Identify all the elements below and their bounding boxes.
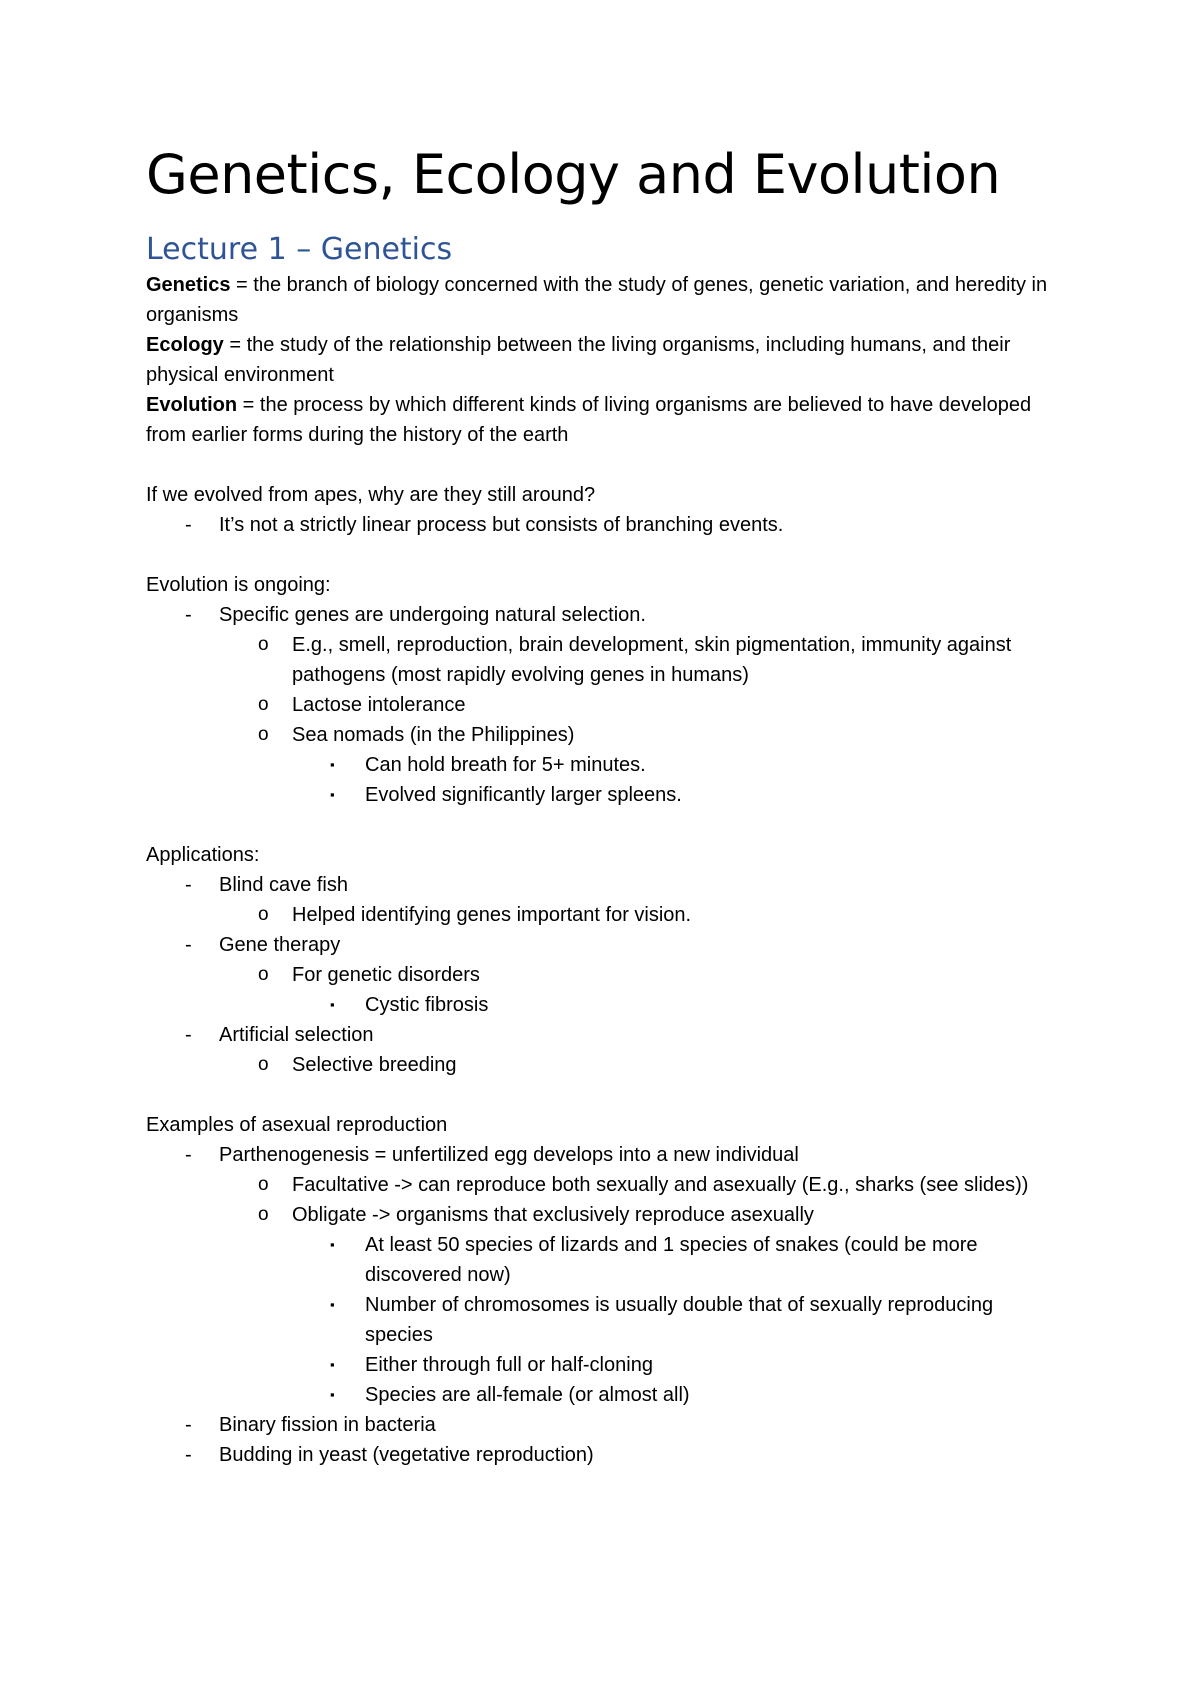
- list-item-text: Can hold breath for 5+ minutes.: [365, 754, 646, 776]
- list-item: [146, 1350, 1066, 1380]
- list-item: [146, 990, 1066, 1020]
- list-item: [146, 630, 1066, 690]
- circle-bullet: o: [258, 724, 269, 745]
- definition-evolution: [146, 390, 1066, 450]
- list-item: [146, 930, 1066, 960]
- list-item-text: Helped identifying genes important for vision.: [292, 904, 692, 926]
- circle-bullet: o: [258, 694, 269, 715]
- section-heading-apes: If we evolved from apes, why are they still around?: [146, 484, 596, 506]
- list-item: [146, 750, 1066, 780]
- definition-ecology: [146, 330, 1066, 390]
- square-bullet: ▪: [330, 1387, 335, 1402]
- lecture-heading: Lecture 1 – Genetics: [146, 232, 453, 267]
- dash-bullet: -: [185, 514, 192, 536]
- list-item-text: Facultative -> can reproduce both sexually and asexually (E.g., sharks (see slides)): [292, 1174, 1029, 1196]
- list-item-text: For genetic disorders: [292, 964, 480, 986]
- dash-bullet: -: [185, 934, 192, 956]
- list-item: [146, 510, 1066, 540]
- list-item: [146, 780, 1066, 810]
- list-item-text: Obligate -> organisms that exclusively reproduce asexually: [292, 1204, 814, 1226]
- list-item: [146, 1200, 1066, 1230]
- list-item: [146, 900, 1066, 930]
- list-item: [146, 960, 1066, 990]
- list-item-text: Specific genes are undergoing natural selection.: [219, 604, 646, 626]
- list-item-text: Binary fission in bacteria: [219, 1414, 436, 1436]
- list-item: [146, 1380, 1066, 1410]
- list-item-text: Parthenogenesis = unfertilized egg develops into a new individual: [219, 1144, 799, 1166]
- list-item: [146, 1140, 1066, 1170]
- definition-term: Genetics: [146, 274, 231, 296]
- list-item-text: Either through full or half-cloning: [365, 1354, 653, 1376]
- section-heading-applications: Applications:: [146, 844, 260, 866]
- definition-term: Ecology: [146, 334, 224, 356]
- circle-bullet: o: [258, 964, 269, 985]
- circle-bullet: o: [258, 1204, 269, 1225]
- definition-text: = the process by which different kinds of living organisms are believed to have developed from earlier forms during the history of the earth: [146, 394, 1032, 446]
- list-item: [146, 1050, 1066, 1080]
- square-bullet: ▪: [330, 757, 335, 772]
- list-item-text: Number of chromosomes is usually double that of sexually reproducing species: [365, 1294, 994, 1346]
- list-item-text: Cystic fibrosis: [365, 994, 489, 1016]
- circle-bullet: o: [258, 904, 269, 925]
- dash-bullet: -: [185, 604, 192, 626]
- dash-bullet: -: [185, 1024, 192, 1046]
- list-item: [146, 1440, 1066, 1470]
- list-item-text: Species are all-female (or almost all): [365, 1384, 690, 1406]
- list-item-text: Blind cave fish: [219, 874, 348, 896]
- square-bullet: ▪: [330, 997, 335, 1012]
- list-item-text: Gene therapy: [219, 934, 341, 956]
- document-page: [146, 140, 1066, 1470]
- circle-bullet: o: [258, 1174, 269, 1195]
- definition-text: = the study of the relationship between the living organisms, including humans, and their physical environment: [146, 334, 1011, 386]
- square-bullet: ▪: [330, 787, 335, 802]
- list-item: [146, 600, 1066, 630]
- section-heading-evolution-ongoing: Evolution is ongoing:: [146, 574, 331, 596]
- section-heading-asexual-reproduction: Examples of asexual reproduction: [146, 1114, 448, 1136]
- list-item-text: E.g., smell, reproduction, brain development, skin pigmentation, immunity against pathogens (most rapidly evolving genes in humans): [292, 634, 1012, 686]
- list-item-text: It’s not a strictly linear process but consists of branching events.: [219, 514, 784, 536]
- list-item-text: At least 50 species of lizards and 1 species of snakes (could be more discovered now): [365, 1234, 978, 1286]
- list-item-text: Evolved significantly larger spleens.: [365, 784, 682, 806]
- list-item: [146, 870, 1066, 900]
- dash-bullet: -: [185, 1444, 192, 1466]
- dash-bullet: -: [185, 1144, 192, 1166]
- list-item-text: Artificial selection: [219, 1024, 374, 1046]
- list-item: [146, 690, 1066, 720]
- list-item: [146, 1020, 1066, 1050]
- document-title: Genetics, Ecology and Evolution: [146, 143, 1001, 206]
- list-item-text: Selective breeding: [292, 1054, 457, 1076]
- list-item: [146, 720, 1066, 750]
- list-item: [146, 1230, 1066, 1290]
- square-bullet: ▪: [330, 1297, 335, 1312]
- circle-bullet: o: [258, 634, 269, 655]
- square-bullet: ▪: [330, 1357, 335, 1372]
- list-item-text: Budding in yeast (vegetative reproduction): [219, 1444, 594, 1466]
- dash-bullet: -: [185, 874, 192, 896]
- list-item: [146, 1170, 1066, 1200]
- definition-genetics: [146, 270, 1066, 330]
- list-item-text: Lactose intolerance: [292, 694, 466, 716]
- square-bullet: ▪: [330, 1237, 335, 1252]
- list-item-text: Sea nomads (in the Philippines): [292, 724, 575, 746]
- list-item: [146, 1290, 1066, 1350]
- definition-text: = the branch of biology concerned with the study of genes, genetic variation, and heredity in organisms: [146, 274, 1048, 326]
- dash-bullet: -: [185, 1414, 192, 1436]
- definition-term: Evolution: [146, 394, 238, 416]
- list-item: [146, 1410, 1066, 1440]
- circle-bullet: o: [258, 1054, 269, 1075]
